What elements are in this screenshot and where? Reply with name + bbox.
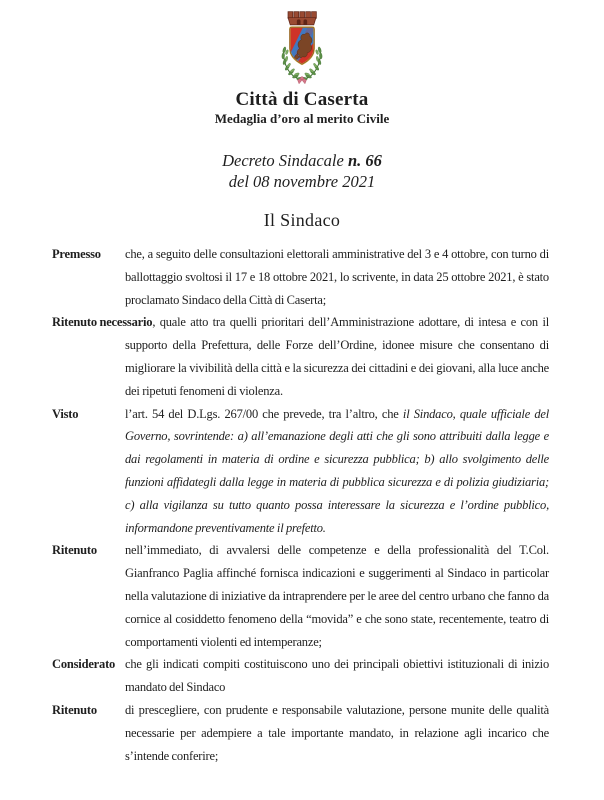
paragraph-label: Ritenuto <box>52 543 97 558</box>
decree-paragraph <box>52 311 549 402</box>
decree-paragraph <box>52 699 549 767</box>
decree-paragraph <box>52 243 549 311</box>
paragraph-text: nell’immediato, di avvalersi delle competenze e della professionalità del T.Col. Gianfranco Paglia affinché fornisca indicazioni e suggerimenti al Sindaco in particolar nella valutazione di iniziative da intraprendere per le aree del centro urbano che fanno da cornice al cosiddetto fenomeno della “movida” e che sono state, recentemente, teatro di comportamenti violenti ed intemperanze; <box>125 543 549 649</box>
decree-title <box>0 150 604 192</box>
decree-number-line <box>0 150 604 171</box>
decree-title-text: Decreto Sindacale <box>222 151 348 170</box>
paragraph-label: Ritenuto <box>52 702 97 717</box>
paragraph-text: , quale atto tra quelli prioritari dell’Amministrazione adottare, di intesa e con il supporto della Prefettura, delle Forze dell’Ordine, idonee misure che consentano di migliorare la vivibilità della città e la sicurezza dei cittadini e dei giovani, alla luce anche dei ripetuti fenomeni di violenza. <box>125 315 549 398</box>
paragraph-label: Premesso <box>52 247 101 261</box>
decree-number: n. 66 <box>347 151 382 170</box>
city-honor-subtitle: Medaglia d’oro al merito Civile <box>214 111 390 126</box>
decree-paragraph <box>52 403 549 540</box>
paragraph-text: che gli indicati compiti costituiscono uno dei principali obiettivi istituzionali di inizio mandato del Sindaco <box>125 657 549 695</box>
paragraph-text: l’art. 54 del D.Lgs. 267/00 che prevede, tra l’altro, che <box>125 406 403 421</box>
document-heading: Il Sindaco <box>263 210 341 230</box>
city-coat-of-arms <box>265 8 339 86</box>
decree-paragraph <box>52 653 549 699</box>
decree-paragraphs <box>52 243 549 767</box>
decree-paragraph <box>52 539 549 653</box>
paragraph-text: di prescegliere, con prudente e responsabile valutazione, persone munite delle qualità necessarie per adempiere a tale importante mandato, in relazione agli incarico che s’intende conferire; <box>125 702 549 763</box>
decree-date-line: del 08 novembre 2021 <box>228 172 376 191</box>
shield-icon <box>287 26 315 65</box>
paragraph-label: Visto <box>52 406 79 421</box>
paragraph-text: il Sindaco, quale ufficiale del Governo, sovrintende: a) all’emanazione degli atti che gli sono attribuiti dalla legge e dai regolamenti in materia di ordine e sicurezza pubblica; b) allo svolgimento delle funzioni affidategli dalla legge in materia di pubblica sicurezza e di polizia giudiziaria; c) alla vigilanza su tutto quanto possa interessare la sicurezza e l’ordine pubblico, informandone preventivamente il prefetto. <box>125 406 549 535</box>
city-name: Città di Caserta <box>235 89 369 110</box>
paragraph-label: Considerato <box>52 657 116 672</box>
paragraph-label: Ritenuto necessario <box>52 315 153 330</box>
paragraph-text: che, a seguito delle consultazioni elettorali amministrative del 3 e 4 ottobre, con turno di ballottaggio svoltosi il 17 e 18 ottobre 2021, lo scrivente, in data 25 ottobre 2021, è stato proclamato Sindaco della Città di Caserta; <box>125 247 549 307</box>
mural-crown-icon <box>288 12 316 25</box>
